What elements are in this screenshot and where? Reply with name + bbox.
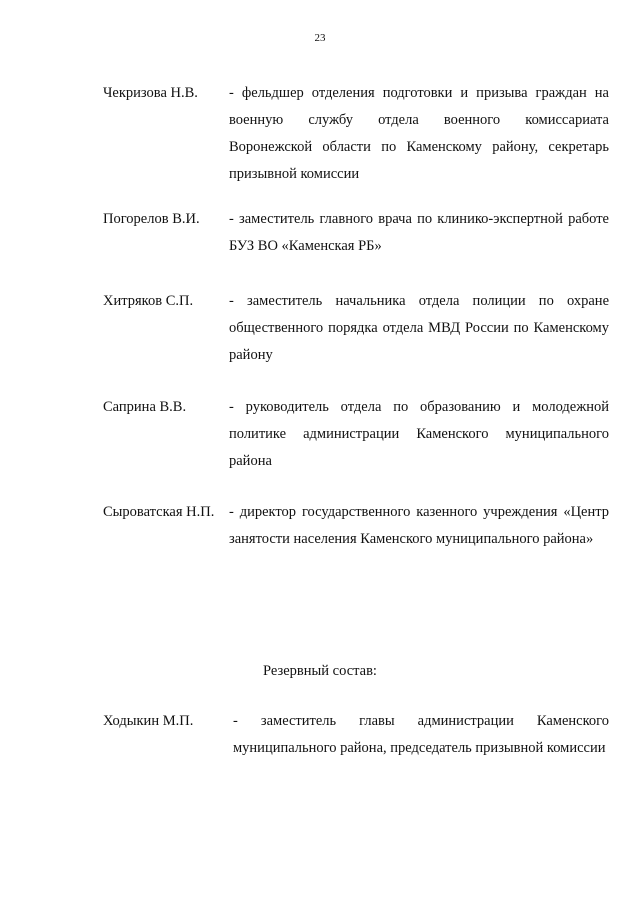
member-description: - руководитель отдела по образованию и молодежной политике администрации Каменского муниципального района [229,399,609,469]
member-description: - директор государственного казенного учреждения «Центр занятости населения Каменского муниципального района» [229,504,609,547]
member-name: Чекризова Н.В. [103,85,198,101]
member-name: Ходыкин М.П. [103,713,194,729]
member-name: Саприна В.В. [103,399,187,415]
member-name: Погорелов В.И. [103,211,200,227]
reserve-section-title: Резервный состав: [263,663,377,679]
member-description: - фельдшер отделения подготовки и призыва граждан на военную службу отдела военного комиссариата Воронежской области по Каменскому району, секретарь призывной комиссии [229,85,609,182]
page-number: 23 [314,32,326,44]
member-description: - заместитель начальника отдела полиции по охране общественного порядка отдела МВД России по Каменскому району [229,293,609,363]
member-name: Хитряков С.П. [103,293,194,309]
member-description: - заместитель главного врача по клинико-экспертной работе БУЗ ВО «Каменская РБ» [229,211,609,254]
member-description: - заместитель главы администрации Каменского муниципального района, председатель призывной комиссии [233,713,609,756]
member-name: Сыроватская Н.П. [103,504,215,520]
